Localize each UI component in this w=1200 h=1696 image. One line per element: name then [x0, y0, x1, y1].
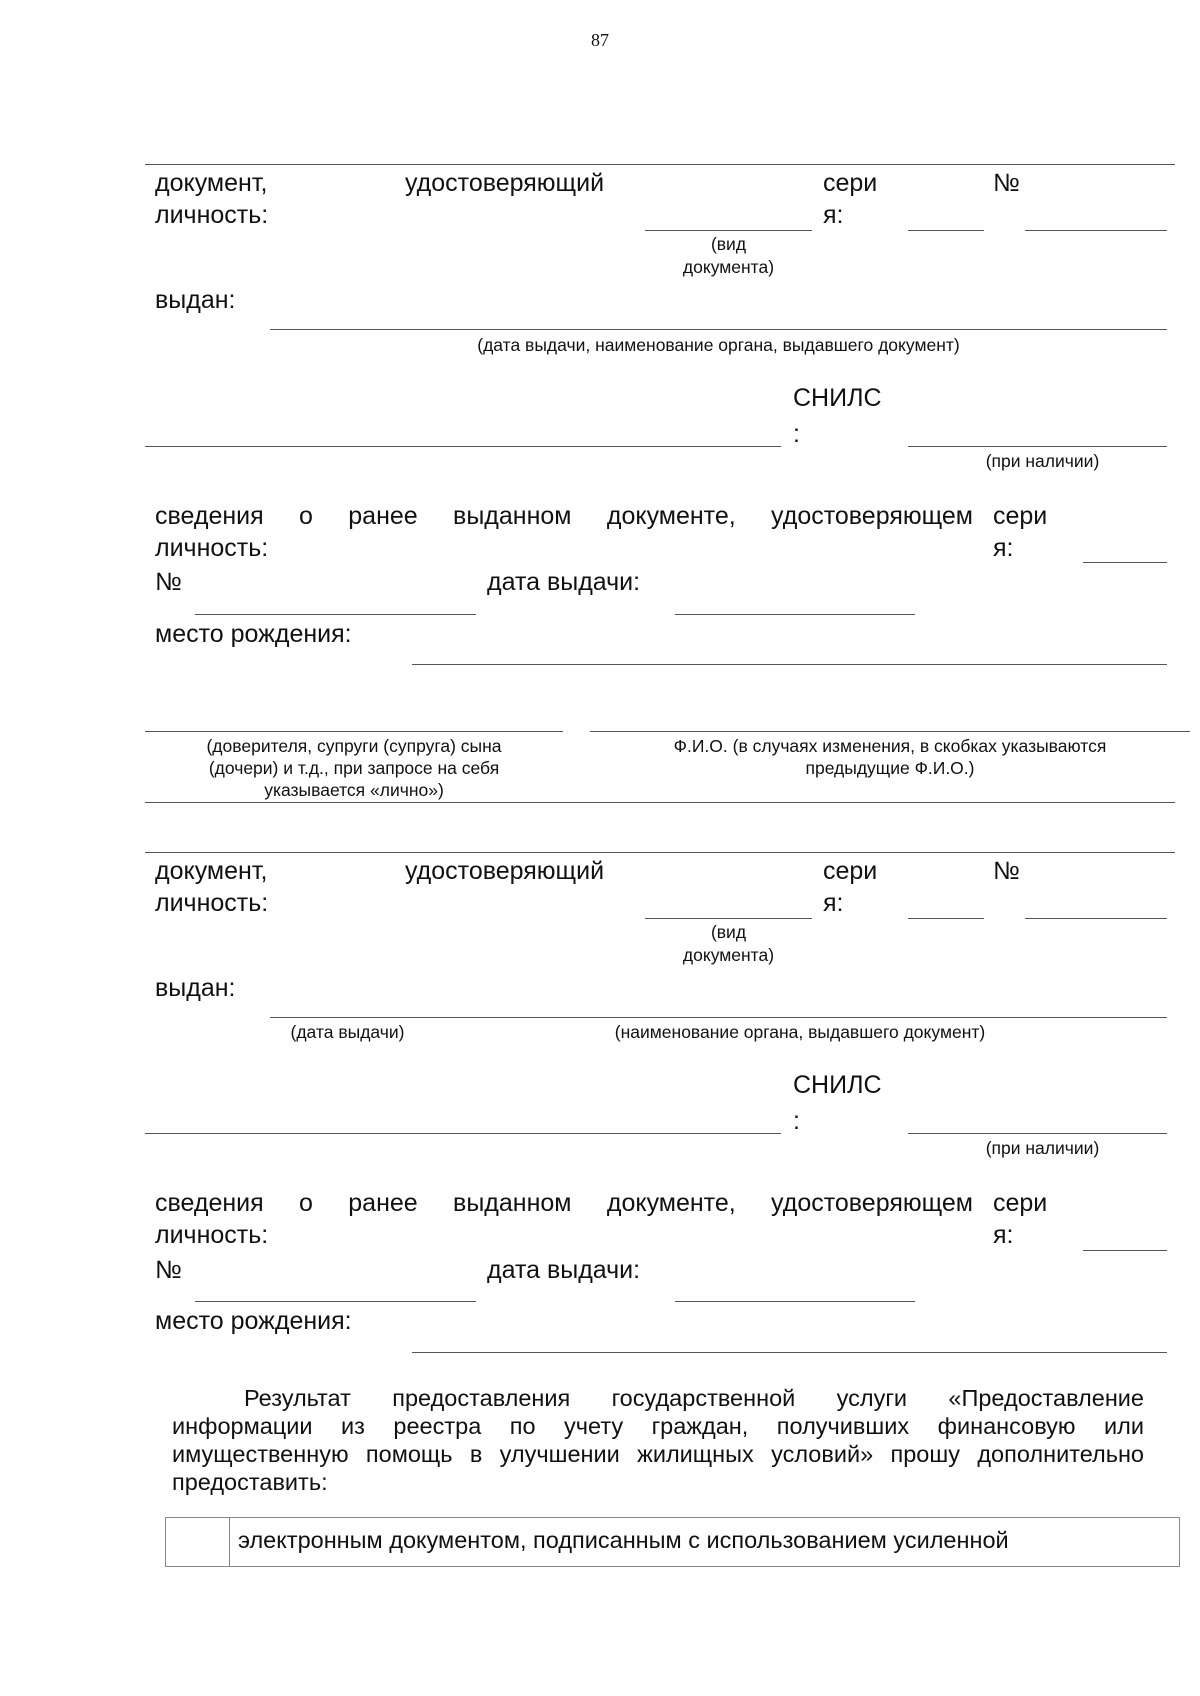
prev-series-label-1: сери [993, 502, 1048, 530]
number2-field[interactable] [1025, 918, 1167, 919]
prev-number2-field[interactable] [195, 1301, 476, 1302]
option-row [165, 1517, 1180, 1567]
issue2-date-hint: (дата выдачи) [290, 1022, 405, 1042]
snils2-hint: (при наличии) [985, 1138, 1100, 1158]
doc2-type-field[interactable] [645, 918, 812, 919]
doc-label-2: удостоверяющий [405, 169, 605, 197]
issued-field[interactable] [270, 329, 1167, 330]
birthplace2-label: место рождения: [155, 1307, 352, 1335]
prev-series-field[interactable] [1083, 562, 1167, 563]
issue2-date-field[interactable] [675, 1301, 915, 1302]
prev-doc-label [155, 500, 973, 532]
series2-field[interactable] [908, 918, 984, 919]
prev-doc2-text: сведения о ранее выданном документе, удостоверяющем [155, 1189, 973, 1217]
birthplace-field[interactable] [412, 664, 1167, 665]
top-rule [145, 164, 1175, 165]
number-sign: № [993, 169, 1020, 197]
name-hint-2: предыдущие Ф.И.О.) [805, 758, 975, 778]
relation-hint-1: (доверителя, супруги (супруга) сына [206, 736, 502, 756]
birthplace2-field[interactable] [412, 1352, 1167, 1353]
issuer2-hint: (наименование органа, выдавшего документ) [614, 1022, 986, 1042]
doc-type-hint-1: (вид [710, 234, 747, 254]
doc-type-hint-2: документа) [682, 257, 775, 277]
series-label-2: я: [823, 201, 844, 229]
doc-label-1: документ, [155, 169, 268, 197]
series2-label-2: я: [823, 889, 844, 917]
fio2-field[interactable] [145, 1133, 781, 1134]
doc-type-field[interactable] [645, 230, 812, 231]
prev-series2-field[interactable] [1083, 1250, 1167, 1251]
issued2-label: выдан: [155, 974, 236, 1002]
prev-doc2-label-2: личность: [155, 1221, 269, 1249]
doc-label-3: личность: [155, 201, 269, 229]
prev-doc2-label [155, 1187, 973, 1219]
doc2-type-hint-1: (вид [710, 922, 747, 942]
doc2-type-hint-2: документа) [682, 945, 775, 965]
prev-series2-label-2: я: [993, 1221, 1014, 1249]
prev-series2-label-1: сери [993, 1189, 1048, 1217]
doc2-label-1: документ, [155, 857, 268, 885]
relation-hint-2: (дочери) и т.д., при запросе на себя [208, 758, 500, 778]
series-label-1: сери [823, 169, 878, 197]
issue2-date-label: дата выдачи: [487, 1256, 641, 1284]
snils-hint: (при наличии) [985, 451, 1100, 471]
series2-label-1: сери [823, 857, 878, 885]
snils2-field[interactable] [908, 1133, 1167, 1134]
result-paragraph: Результат предоставления государственной услуги «Предоставление информации из реестра по учету граждан, получивших финансовую или имущественную помощь в улучшении жилищных условий» прошу дополнительно предоставить: [172, 1385, 1144, 1495]
snils-field[interactable] [908, 446, 1167, 447]
issued2-field[interactable] [270, 1017, 1167, 1018]
number-field[interactable] [1025, 230, 1167, 231]
option-label: электронным документом, подписанным с использованием усиленной [238, 1527, 1009, 1553]
doc2-label-3: личность: [155, 889, 269, 917]
block2-top-rule [145, 852, 1175, 853]
option-checkbox[interactable] [166, 1518, 230, 1566]
prev-number-sign: № [155, 568, 182, 596]
snils2-colon: : [793, 1107, 800, 1135]
issue-date-field[interactable] [675, 614, 915, 615]
name-field[interactable] [590, 731, 1190, 732]
snils-label: СНИЛС [793, 384, 882, 412]
doc2-label-2: удостоверяющий [405, 857, 605, 885]
relation-bottom-rule [145, 802, 1175, 803]
prev-doc-label-2: личность: [155, 534, 269, 562]
relation-hint-3: указывается «лично») [264, 780, 444, 800]
birthplace-label: место рождения: [155, 620, 352, 648]
prev-doc-text: сведения о ранее выданном документе, удостоверяющем [155, 502, 973, 530]
number2-sign: № [993, 857, 1020, 885]
prev-number-field[interactable] [195, 614, 476, 615]
relation-field[interactable] [145, 731, 563, 732]
fio-field[interactable] [145, 446, 781, 447]
page-number: 87 [591, 30, 609, 50]
snils-colon: : [793, 420, 800, 448]
prev-number2-sign: № [155, 1256, 182, 1284]
issue-date-label: дата выдачи: [487, 568, 641, 596]
prev-series-label-2: я: [993, 534, 1014, 562]
name-hint-1: Ф.И.О. (в случаях изменения, в скобках указываются [673, 736, 1107, 756]
series-field[interactable] [908, 230, 984, 231]
snils2-label: СНИЛС [793, 1071, 882, 1099]
issued-label: выдан: [155, 286, 236, 314]
issued-hint: (дата выдачи, наименование органа, выдавшего документ) [477, 335, 960, 355]
